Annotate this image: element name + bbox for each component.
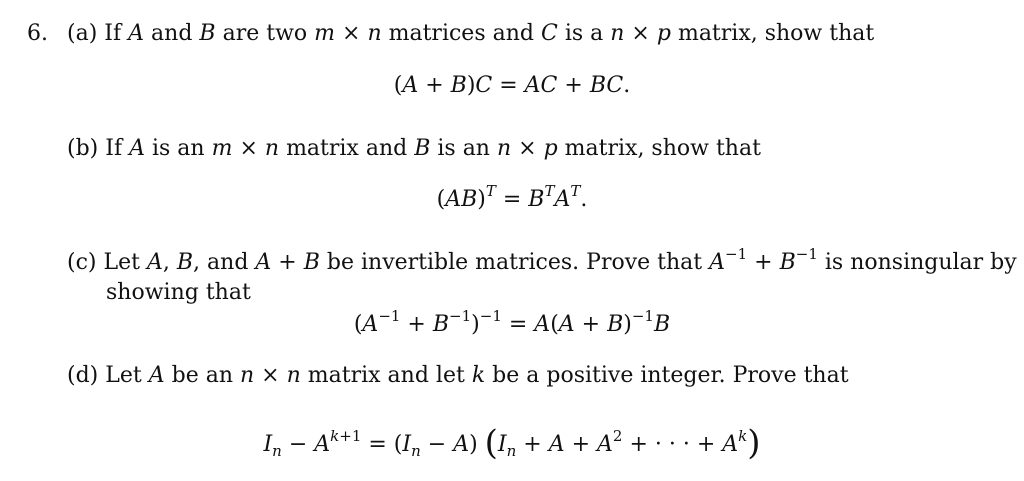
part-b-text-matrix-show: matrix, show that <box>564 136 761 161</box>
part-b-equation: $(AB)^T = B^TA^T$. <box>436 182 588 212</box>
part-d-equation: $I_n - A^{k+1} = (I_n - A) (I_n + A + A^2$ + · · · + $A^k$) <box>263 423 761 463</box>
part-a-text-matrix-show: matrix, show that <box>677 21 875 46</box>
part-c-text-let: Let <box>103 250 140 275</box>
part-a-text-and: and <box>151 21 193 46</box>
part-b-text-is-an: is an <box>151 136 205 161</box>
part-d-text-positive: be a positive integer. Prove that <box>492 363 849 388</box>
part-a-text-pre: If <box>104 21 122 46</box>
part-a-text-matrices-and: matrices and <box>388 21 534 46</box>
part-c-text-showing: showing that <box>106 280 251 305</box>
part-d-label: (d) <box>67 363 99 388</box>
part-a-text-are-two: are two <box>222 21 308 46</box>
part-b-text-is-an2: is an <box>437 136 490 161</box>
part-c-statement-cont <box>106 280 251 306</box>
part-c-text-nonsingular: is nonsingular by <box>824 250 1017 275</box>
part-a-text-is-a: is a <box>564 21 604 46</box>
part-d-text-let: Let <box>105 363 142 388</box>
part-d-text-matrix-let: matrix and let <box>307 363 465 388</box>
part-c-statement: (c) Let A, B, and A + B be invertible matrices. Prove that $A^{-1} + B^{-1}$ is nonsingular by <box>67 245 1017 275</box>
part-b-text-pre: If <box>105 136 123 161</box>
part-d-text-be-an: be an <box>171 363 234 388</box>
part-b-text-matrix-and: matrix and <box>286 136 408 161</box>
problem-number: 6. <box>27 21 48 46</box>
part-c-label: (c) <box>67 250 97 275</box>
part-c-equation: $(A^{-1} + B^{-1})^{-1} = A(A + B)^{-1}B$ <box>353 307 671 337</box>
part-b-statement: (b) If A is an m × n matrix and B is an n × p matrix, show that <box>67 136 761 161</box>
part-b-label: (b) <box>67 136 99 161</box>
part-a-label: (a) <box>67 21 98 46</box>
part-a-equation: (A + B)C = AC + BC. <box>393 73 631 98</box>
part-a-statement: (a) If A and B are two m × n matrices and C is a n × p matrix, show that <box>67 21 875 46</box>
part-d-statement: (d) Let A be an n × n matrix and let k be a positive integer. Prove that <box>67 363 849 388</box>
part-c-text-rest: be invertible matrices. Prove that <box>326 250 703 275</box>
